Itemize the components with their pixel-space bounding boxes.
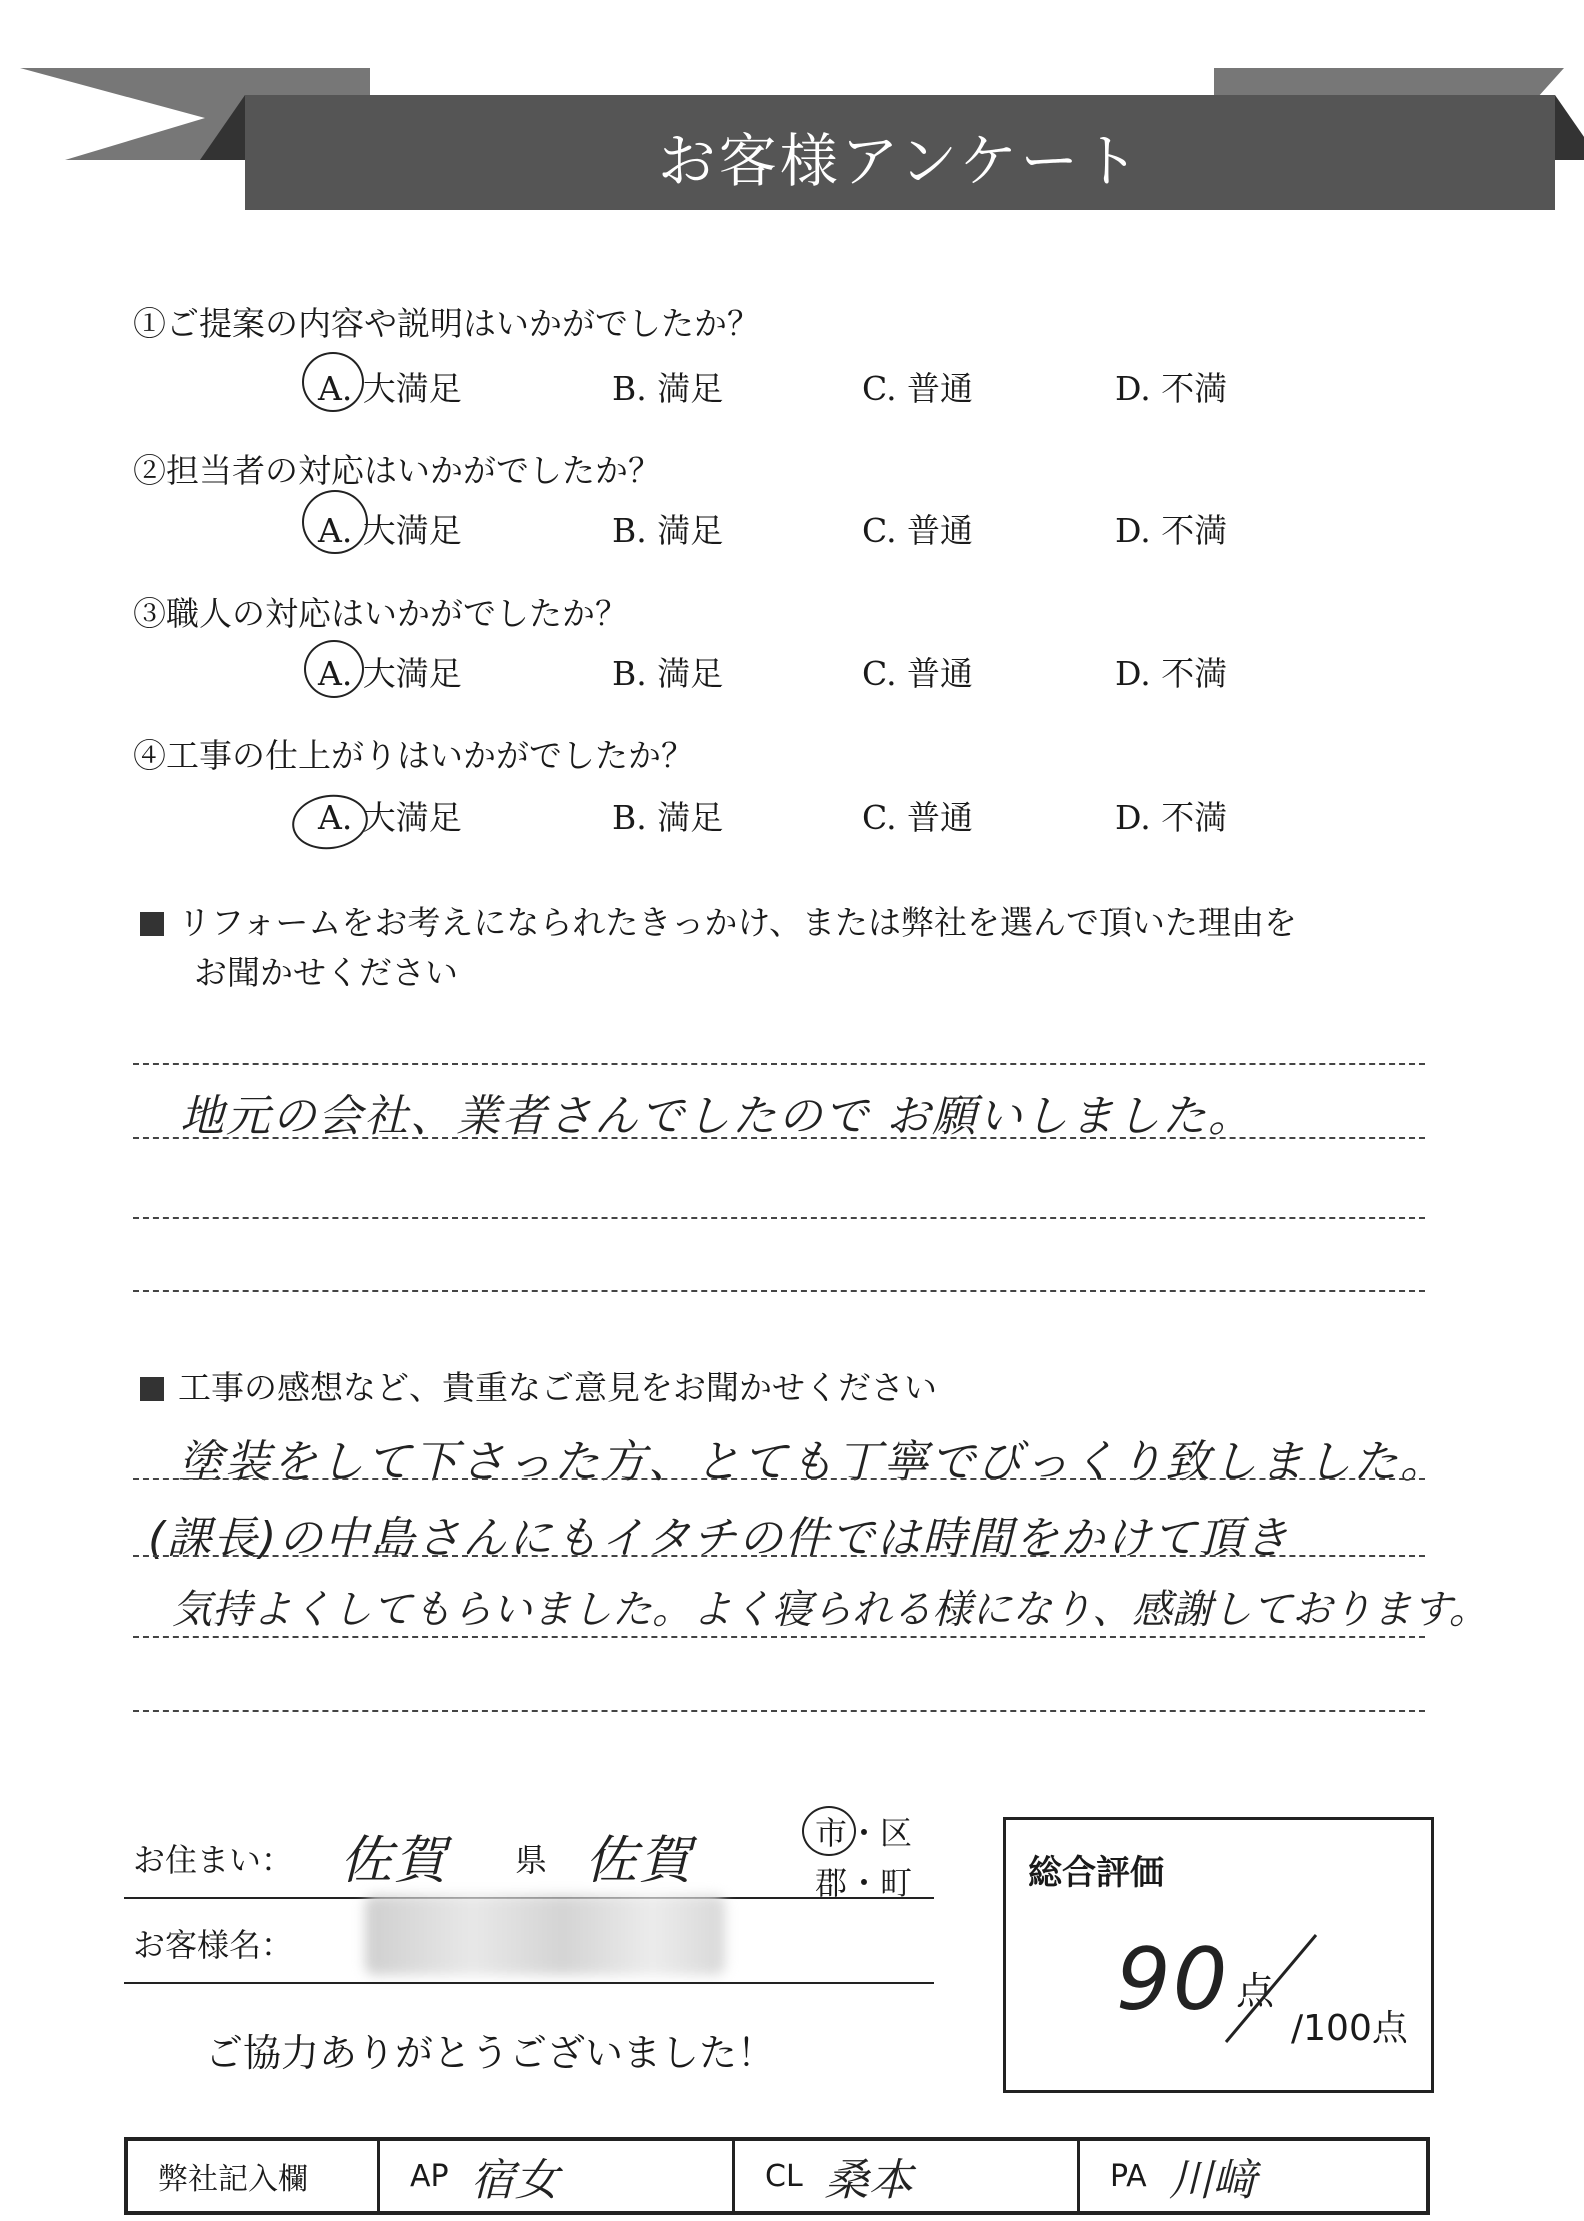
cl-label: CL bbox=[765, 2158, 803, 2194]
redacted-name bbox=[365, 1895, 725, 1975]
city-cho[interactable]: ・町 bbox=[848, 1864, 913, 1902]
section-feedback-heading: 工事の感想など、貴重なご意見をお聞かせください bbox=[140, 1363, 937, 1413]
city-ku[interactable]: ・区 bbox=[848, 1814, 913, 1852]
option-b[interactable]: B. 満足 bbox=[612, 511, 724, 550]
option-a[interactable]: A. 大満足 bbox=[318, 369, 462, 408]
overall-score-box bbox=[1003, 1817, 1434, 2093]
office-use-label: 弊社記入欄 bbox=[158, 2162, 308, 2197]
section-reason-heading: リフォームをお考えになられたきっかけ、または弊社を選んで頂いた理由を お聞かせください bbox=[140, 898, 1297, 998]
dashed-rule bbox=[133, 1290, 1425, 1292]
city-shi[interactable]: 市 bbox=[815, 1814, 848, 1852]
option-d[interactable]: D. 不満 bbox=[1115, 654, 1228, 693]
square-bullet-icon bbox=[140, 912, 164, 936]
option-d[interactable]: D. 不満 bbox=[1115, 798, 1228, 837]
option-c[interactable]: C. 普通 bbox=[862, 369, 974, 408]
option-c[interactable]: C. 普通 bbox=[862, 654, 974, 693]
office-use-label-cell bbox=[128, 2141, 380, 2211]
dashed-rule bbox=[133, 1555, 1425, 1557]
handwritten-feedback-line: (課長)の中島さんにもイタチの件では時間をかけて頂き bbox=[148, 1513, 1291, 1564]
handwritten-feedback-line: 気持よくしてもらいました。よく寝られる様になり、感謝しております。 bbox=[172, 1587, 1489, 1633]
option-b[interactable]: B. 満足 bbox=[612, 369, 724, 408]
handwritten-reason: 地元の会社、業者さんでしたので お願いしました。 bbox=[180, 1091, 1254, 1142]
thanks-message: ご協力ありがとうございました！ bbox=[205, 2031, 776, 2075]
office-use-table bbox=[124, 2137, 1430, 2215]
prefecture-suffix: 県 bbox=[515, 1841, 548, 1879]
selected-circle-mark bbox=[304, 640, 364, 698]
question-text: ①ご提案の内容や説明はいかがでしたか？ bbox=[133, 304, 760, 343]
square-bullet-icon bbox=[140, 1377, 164, 1401]
dashed-rule bbox=[133, 1636, 1425, 1638]
handwritten-prefecture: 佐賀 bbox=[340, 1831, 449, 1891]
score-unit: 点 bbox=[1236, 1969, 1275, 2013]
ap-label: AP bbox=[410, 2158, 449, 2194]
score-label: 総合評価 bbox=[1028, 1853, 1164, 1893]
page-title: お客様アンケート bbox=[657, 127, 1143, 195]
pa-cell[interactable] bbox=[1080, 2141, 1426, 2211]
city-gun[interactable]: 郡 bbox=[815, 1864, 848, 1902]
option-a[interactable]: A. 大満足 bbox=[318, 798, 462, 837]
handwritten-city: 佐賀 bbox=[585, 1831, 694, 1891]
question-text: ②担当者の対応はいかがでしたか？ bbox=[133, 451, 661, 490]
option-a[interactable]: A. 大満足 bbox=[318, 511, 462, 550]
cl-cell[interactable] bbox=[735, 2141, 1080, 2211]
dashed-rule bbox=[133, 1217, 1425, 1219]
pa-value: 川﨑 bbox=[1168, 2155, 1257, 2206]
option-b[interactable]: B. 満足 bbox=[612, 654, 724, 693]
score-max: /100点 bbox=[1291, 2008, 1408, 2049]
selected-circle-mark bbox=[302, 490, 368, 554]
dashed-rule bbox=[133, 1137, 1425, 1139]
dashed-rule bbox=[133, 1063, 1425, 1065]
ap-value: 宿女 bbox=[470, 2155, 559, 2206]
handwritten-score: 90 bbox=[1116, 1930, 1230, 2030]
customer-name-label: お客様名： bbox=[133, 1926, 294, 1964]
handwritten-feedback-line: 塗装をして下さった方、とても丁寧でびっくり致しました。 bbox=[178, 1435, 1448, 1488]
option-c[interactable]: C. 普通 bbox=[862, 798, 974, 837]
question-text: ④工事の仕上がりはいかがでしたか？ bbox=[133, 736, 694, 775]
cl-value: 桑本 bbox=[824, 2155, 913, 2206]
ap-cell[interactable] bbox=[380, 2141, 735, 2211]
option-d[interactable]: D. 不満 bbox=[1115, 369, 1228, 408]
dashed-rule bbox=[133, 1710, 1425, 1712]
option-d[interactable]: D. 不満 bbox=[1115, 511, 1228, 550]
option-a[interactable]: A. 大満足 bbox=[318, 654, 462, 693]
selected-circle-mark bbox=[302, 352, 364, 412]
address-label: お住まい： bbox=[133, 1841, 294, 1879]
question-text: ③職人の対応はいかがでしたか？ bbox=[133, 594, 628, 633]
dashed-rule bbox=[133, 1478, 1425, 1480]
pa-label: PA bbox=[1110, 2158, 1147, 2194]
option-b[interactable]: B. 満足 bbox=[612, 798, 724, 837]
option-c[interactable]: C. 普通 bbox=[862, 511, 974, 550]
name-underline bbox=[124, 1982, 934, 1984]
